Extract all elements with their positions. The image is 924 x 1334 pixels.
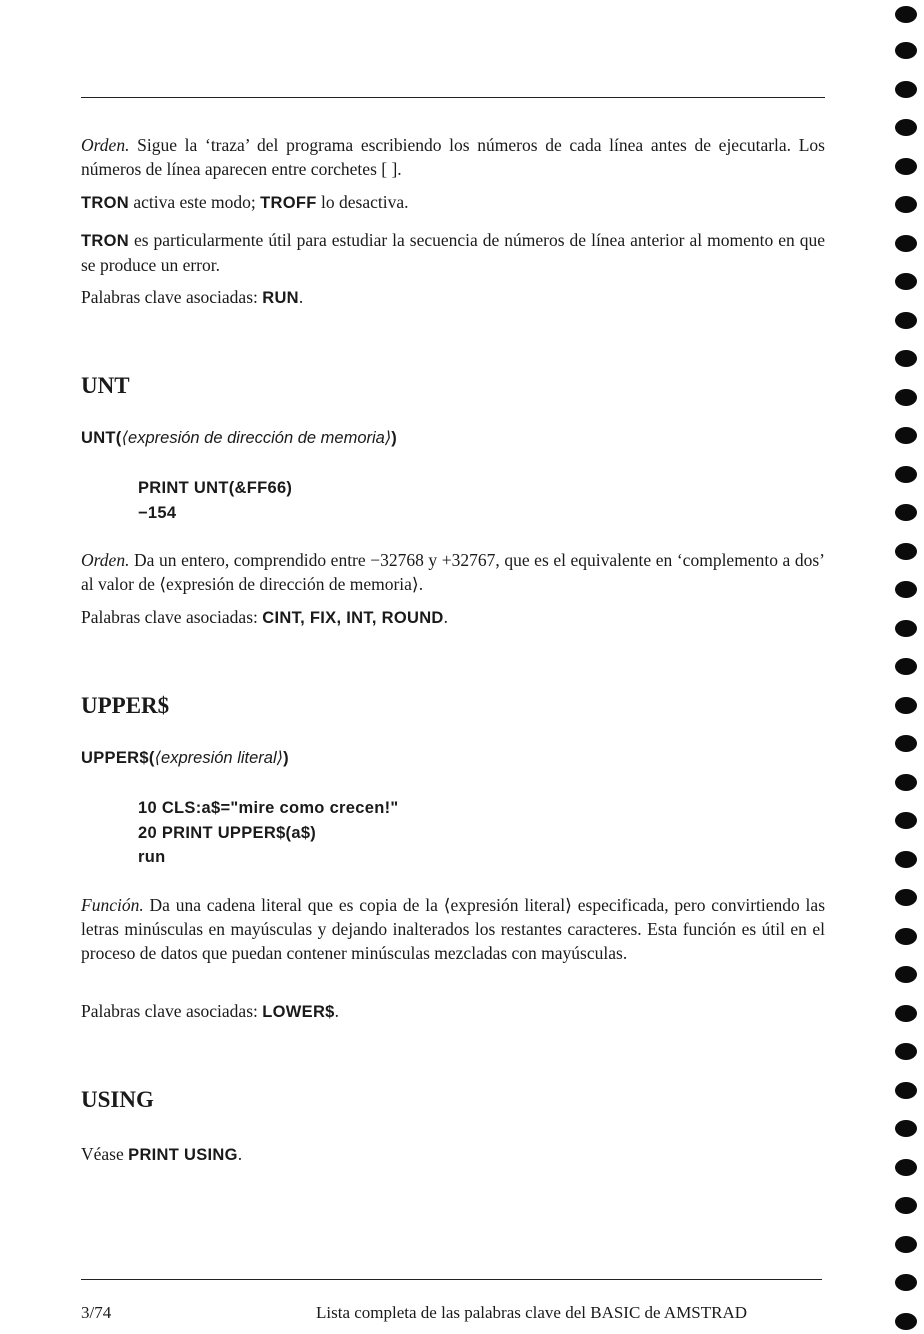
binder-hole xyxy=(895,427,917,444)
binder-hole xyxy=(895,697,917,714)
unt-example xyxy=(138,476,292,525)
binder-hole xyxy=(895,6,917,23)
binder-hole xyxy=(895,466,917,483)
binder-hole xyxy=(895,1005,917,1022)
tron-usage: TRON es particularmente útil para estudiar la secuencia de números de línea anterior al momento en que se produce un error. xyxy=(81,230,825,275)
code-line: 20 PRINT UPPER$(a$) xyxy=(138,823,317,842)
binder-hole xyxy=(895,581,917,598)
tron-troff-line: TRON activa este modo; TROFF lo desactiva. xyxy=(81,192,409,212)
binder-hole xyxy=(895,1082,917,1099)
upper-example xyxy=(138,796,399,870)
page-number: 3/74 xyxy=(81,1303,112,1322)
tron-description: Orden. Sigue la ‘traza’ del programa escribiendo los números de cada línea antes de ejecutarla. Los números de línea aparecen entre corchetes [ ]. xyxy=(81,135,825,179)
binder-hole xyxy=(895,1120,917,1137)
binder-hole xyxy=(895,1313,917,1330)
upper-description: Función. Da una cadena literal que es copia de la ⟨expresión literal⟩ especificada, pero convirtiendo las letras minúsculas en mayúsculas y dejando inalterados los restantes caracteres. Esta función es útil en el proceso de datos que puedan contener minúsculas mezcladas con mayúsculas. xyxy=(81,895,825,963)
binder-hole xyxy=(895,1236,917,1253)
code-line: run xyxy=(138,848,166,866)
unt-description: Orden. Da un entero, comprendido entre −32768 y +32767, que es el equivalente en ‘complemento a dos’ al valor de ⟨expresión de dirección de memoria⟩. xyxy=(81,550,825,594)
binder-hole xyxy=(895,928,917,945)
tron-related: Palabras clave asociadas: RUN. xyxy=(81,287,304,307)
code-line: 10 CLS:a$="mire como crecen!" xyxy=(138,799,399,817)
binder-hole xyxy=(895,812,917,829)
binder-hole xyxy=(895,1274,917,1291)
unt-syntax: UNT(⟨expresión de dirección de memoria⟩) xyxy=(81,429,398,447)
binder-hole xyxy=(895,504,917,521)
unt-related: Palabras clave asociadas: CINT, FIX, INT, ROUND. xyxy=(81,607,449,627)
binder-holes xyxy=(895,0,924,1334)
binder-hole xyxy=(895,389,917,406)
binder-hole xyxy=(895,735,917,752)
binder-hole xyxy=(895,851,917,868)
binder-hole xyxy=(895,1197,917,1214)
binder-hole xyxy=(895,81,917,98)
binder-hole xyxy=(895,889,917,906)
top-rule xyxy=(81,97,825,98)
binder-hole xyxy=(895,42,917,59)
binder-hole xyxy=(895,158,917,175)
upper-heading: UPPER$ xyxy=(81,693,170,718)
binder-hole xyxy=(895,658,917,675)
binder-hole xyxy=(895,543,917,560)
binder-hole xyxy=(895,196,917,213)
binder-hole xyxy=(895,1159,917,1176)
binder-hole xyxy=(895,774,917,791)
unt-heading: UNT xyxy=(81,373,130,398)
binder-hole xyxy=(895,350,917,367)
code-line: −154 xyxy=(138,503,177,522)
using-reference: Véase PRINT USING. xyxy=(81,1144,243,1164)
binder-hole xyxy=(895,312,917,329)
binder-hole xyxy=(895,119,917,136)
running-footer-title: Lista completa de las palabras clave del BASIC de AMSTRAD xyxy=(316,1303,748,1322)
using-heading: USING xyxy=(81,1087,154,1112)
binder-hole xyxy=(895,235,917,252)
bottom-rule xyxy=(81,1279,822,1280)
upper-syntax: UPPER$(⟨expresión literal⟩) xyxy=(81,749,289,767)
code-line: PRINT UNT(&FF66) xyxy=(138,479,293,497)
binder-hole xyxy=(895,966,917,983)
binder-hole xyxy=(895,273,917,290)
upper-related: Palabras clave asociadas: LOWER$. xyxy=(81,1001,340,1021)
binder-hole xyxy=(895,1043,917,1060)
binder-hole xyxy=(895,620,917,637)
